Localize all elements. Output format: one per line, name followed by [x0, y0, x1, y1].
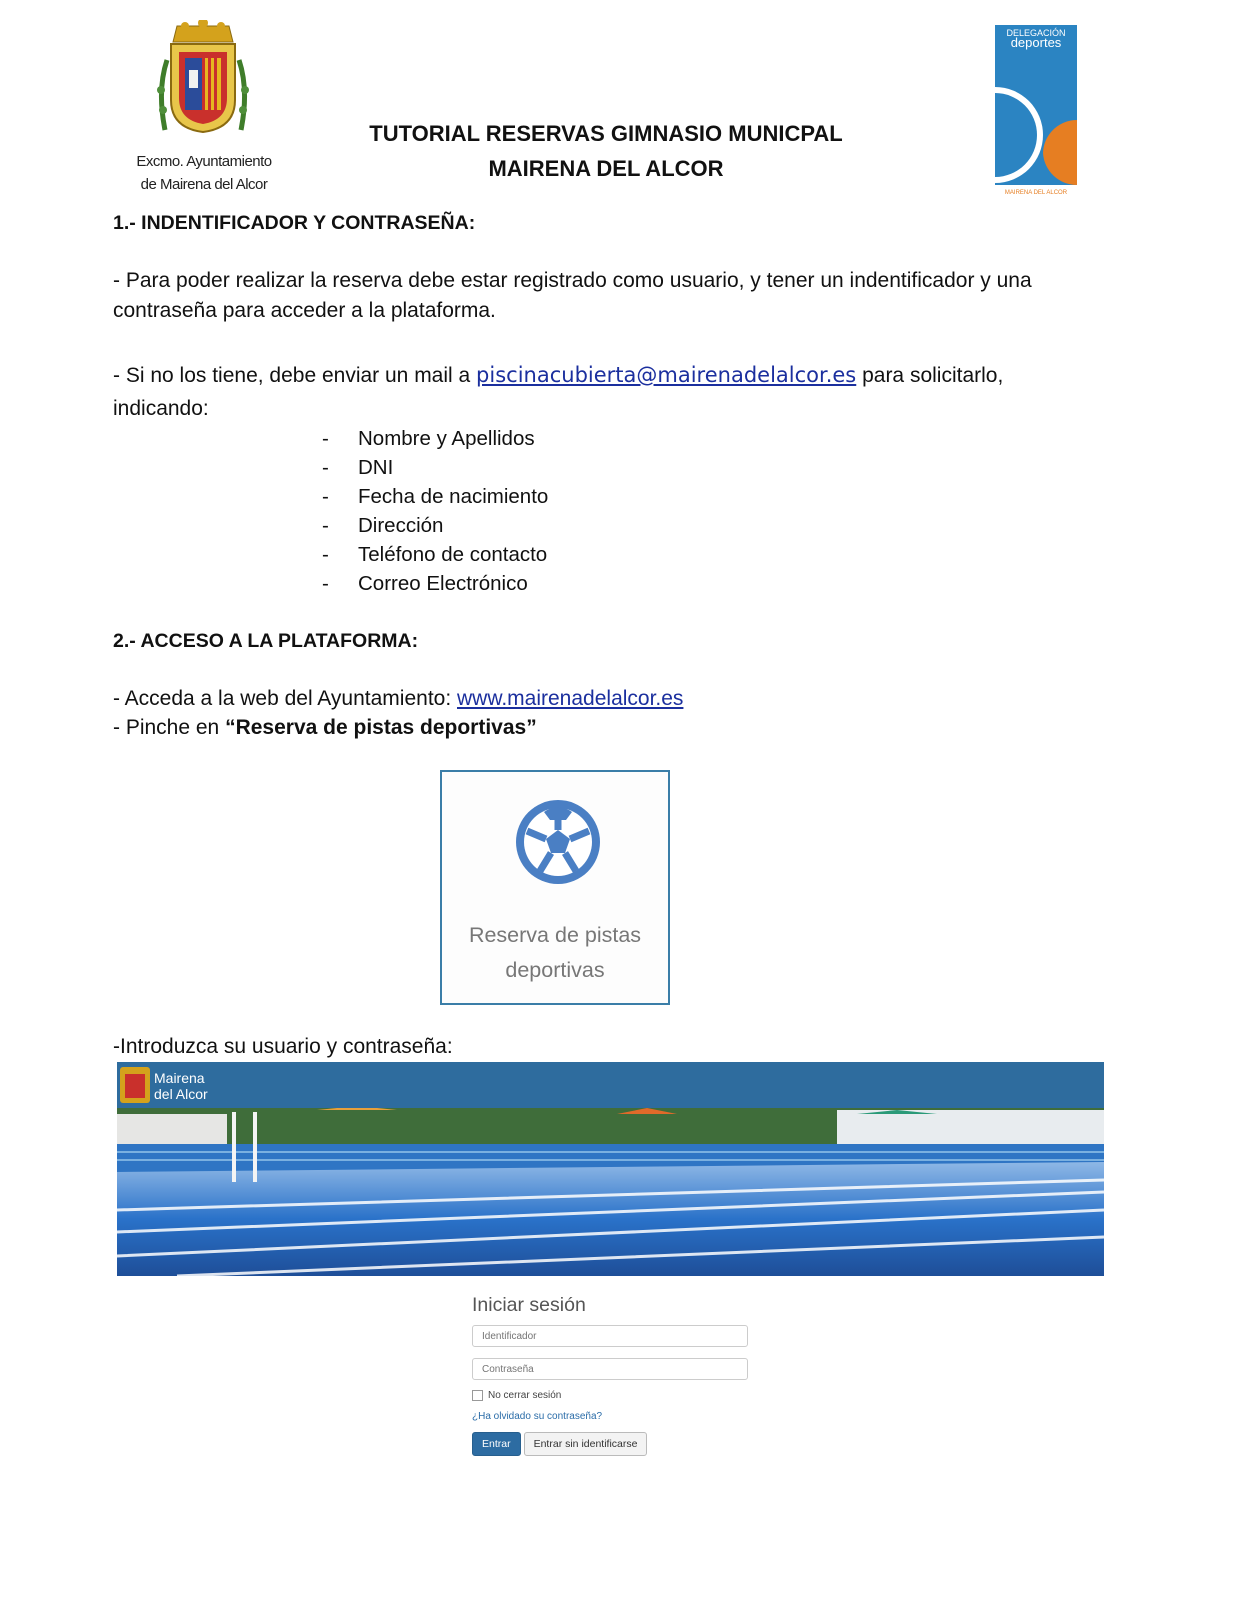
title-line2: MAIRENA DEL ALCOR — [488, 156, 724, 181]
deportes-label-main: deportes — [1010, 35, 1062, 50]
section2-line2 — [113, 713, 1113, 743]
banner-brand-line1: Mairena — [154, 1070, 205, 1086]
enter-button[interactable]: Entrar — [472, 1432, 521, 1456]
requirement-name: Nombre y Apellidos — [358, 427, 535, 450]
requirements-list — [322, 424, 548, 598]
list-item: - Dirección — [322, 511, 548, 540]
requirement-address: Dirección — [358, 514, 444, 537]
section1-para2-line2: indicando: — [113, 397, 209, 420]
title-line1: TUTORIAL RESERVAS GIMNASIO MUNICPAL — [369, 121, 843, 146]
keep-session-row — [472, 1390, 772, 1401]
line1-before: - Acceda a la web del Ayuntamiento: — [113, 687, 457, 710]
card-label — [442, 918, 668, 988]
list-item: - Teléfono de contacto — [322, 540, 548, 569]
list-item: - Fecha de nacimiento — [322, 482, 548, 511]
intro-login: -Introduzca su usuario y contraseña: — [113, 1035, 453, 1058]
crest-caption-line2: de Mairena del Alcor — [140, 176, 268, 193]
deportes-label-top: DELEGACIÓN — [1006, 28, 1066, 38]
soccer-ball-icon — [514, 798, 602, 886]
requirement-birthdate: Fecha de nacimiento — [358, 485, 549, 508]
login-form — [472, 1294, 772, 1456]
website-link[interactable]: www.mairenadelalcor.es — [457, 687, 684, 710]
para2-after: para solicitarlo, — [856, 364, 1004, 387]
password-input[interactable] — [472, 1358, 748, 1380]
keep-session-checkbox[interactable] — [472, 1390, 483, 1401]
deportes-logo — [995, 25, 1077, 196]
section1-heading: 1.- INDENTIFICADOR Y CONTRASEÑA: — [113, 212, 476, 234]
login-title: Iniciar sesión — [472, 1294, 586, 1316]
deportes-label-bottom: MAIRENA DEL ALCOR — [1004, 190, 1068, 196]
banner-brand-line2: del Alcor — [154, 1086, 208, 1102]
section2-line1 — [113, 684, 1113, 714]
card-label-line1: Reserva de pistas — [468, 923, 642, 947]
line2-before: - Pinche en — [113, 716, 226, 739]
section1-para2 — [113, 360, 1113, 391]
email-link[interactable]: piscinacubierta@mairenadelalcor.es — [476, 363, 857, 387]
card-label-line2: deportivas — [505, 958, 605, 982]
reserva-pistas-card[interactable] — [440, 770, 670, 1005]
list-item: - DNI — [322, 453, 548, 482]
crest-caption-line1: Excmo. Ayuntamiento — [136, 153, 272, 170]
identifier-input[interactable] — [472, 1325, 748, 1347]
keep-session-label: No cerrar sesión — [488, 1390, 562, 1401]
section2-heading: 2.- ACCESO A LA PLATAFORMA: — [113, 630, 419, 652]
login-buttons — [472, 1432, 772, 1456]
pool-banner — [117, 1062, 1104, 1276]
requirement-dni: DNI — [358, 456, 394, 479]
requirement-email: Correo Electrónico — [358, 572, 528, 595]
line2-bold: “Reserva de pistas deportivas” — [225, 716, 537, 739]
forgot-password-link[interactable]: ¿Ha olvidado su contraseña? — [472, 1411, 603, 1422]
list-item: - Nombre y Apellidos — [322, 424, 548, 453]
para2-before: - Si no los tiene, debe enviar un mail a — [113, 364, 477, 387]
page-title — [300, 116, 912, 186]
enter-anonymous-button[interactable]: Entrar sin identificarse — [524, 1432, 648, 1456]
list-item: - Correo Electrónico — [322, 569, 548, 598]
section1-para1: - Para poder realizar la reserva debe estar registrado como usuario, y tener un indentificador y una contraseña para acceder a la plataforma. — [113, 269, 1032, 322]
city-crest-logo — [155, 20, 251, 138]
requirement-phone: Teléfono de contacto — [358, 543, 548, 566]
crest-caption — [120, 150, 288, 196]
